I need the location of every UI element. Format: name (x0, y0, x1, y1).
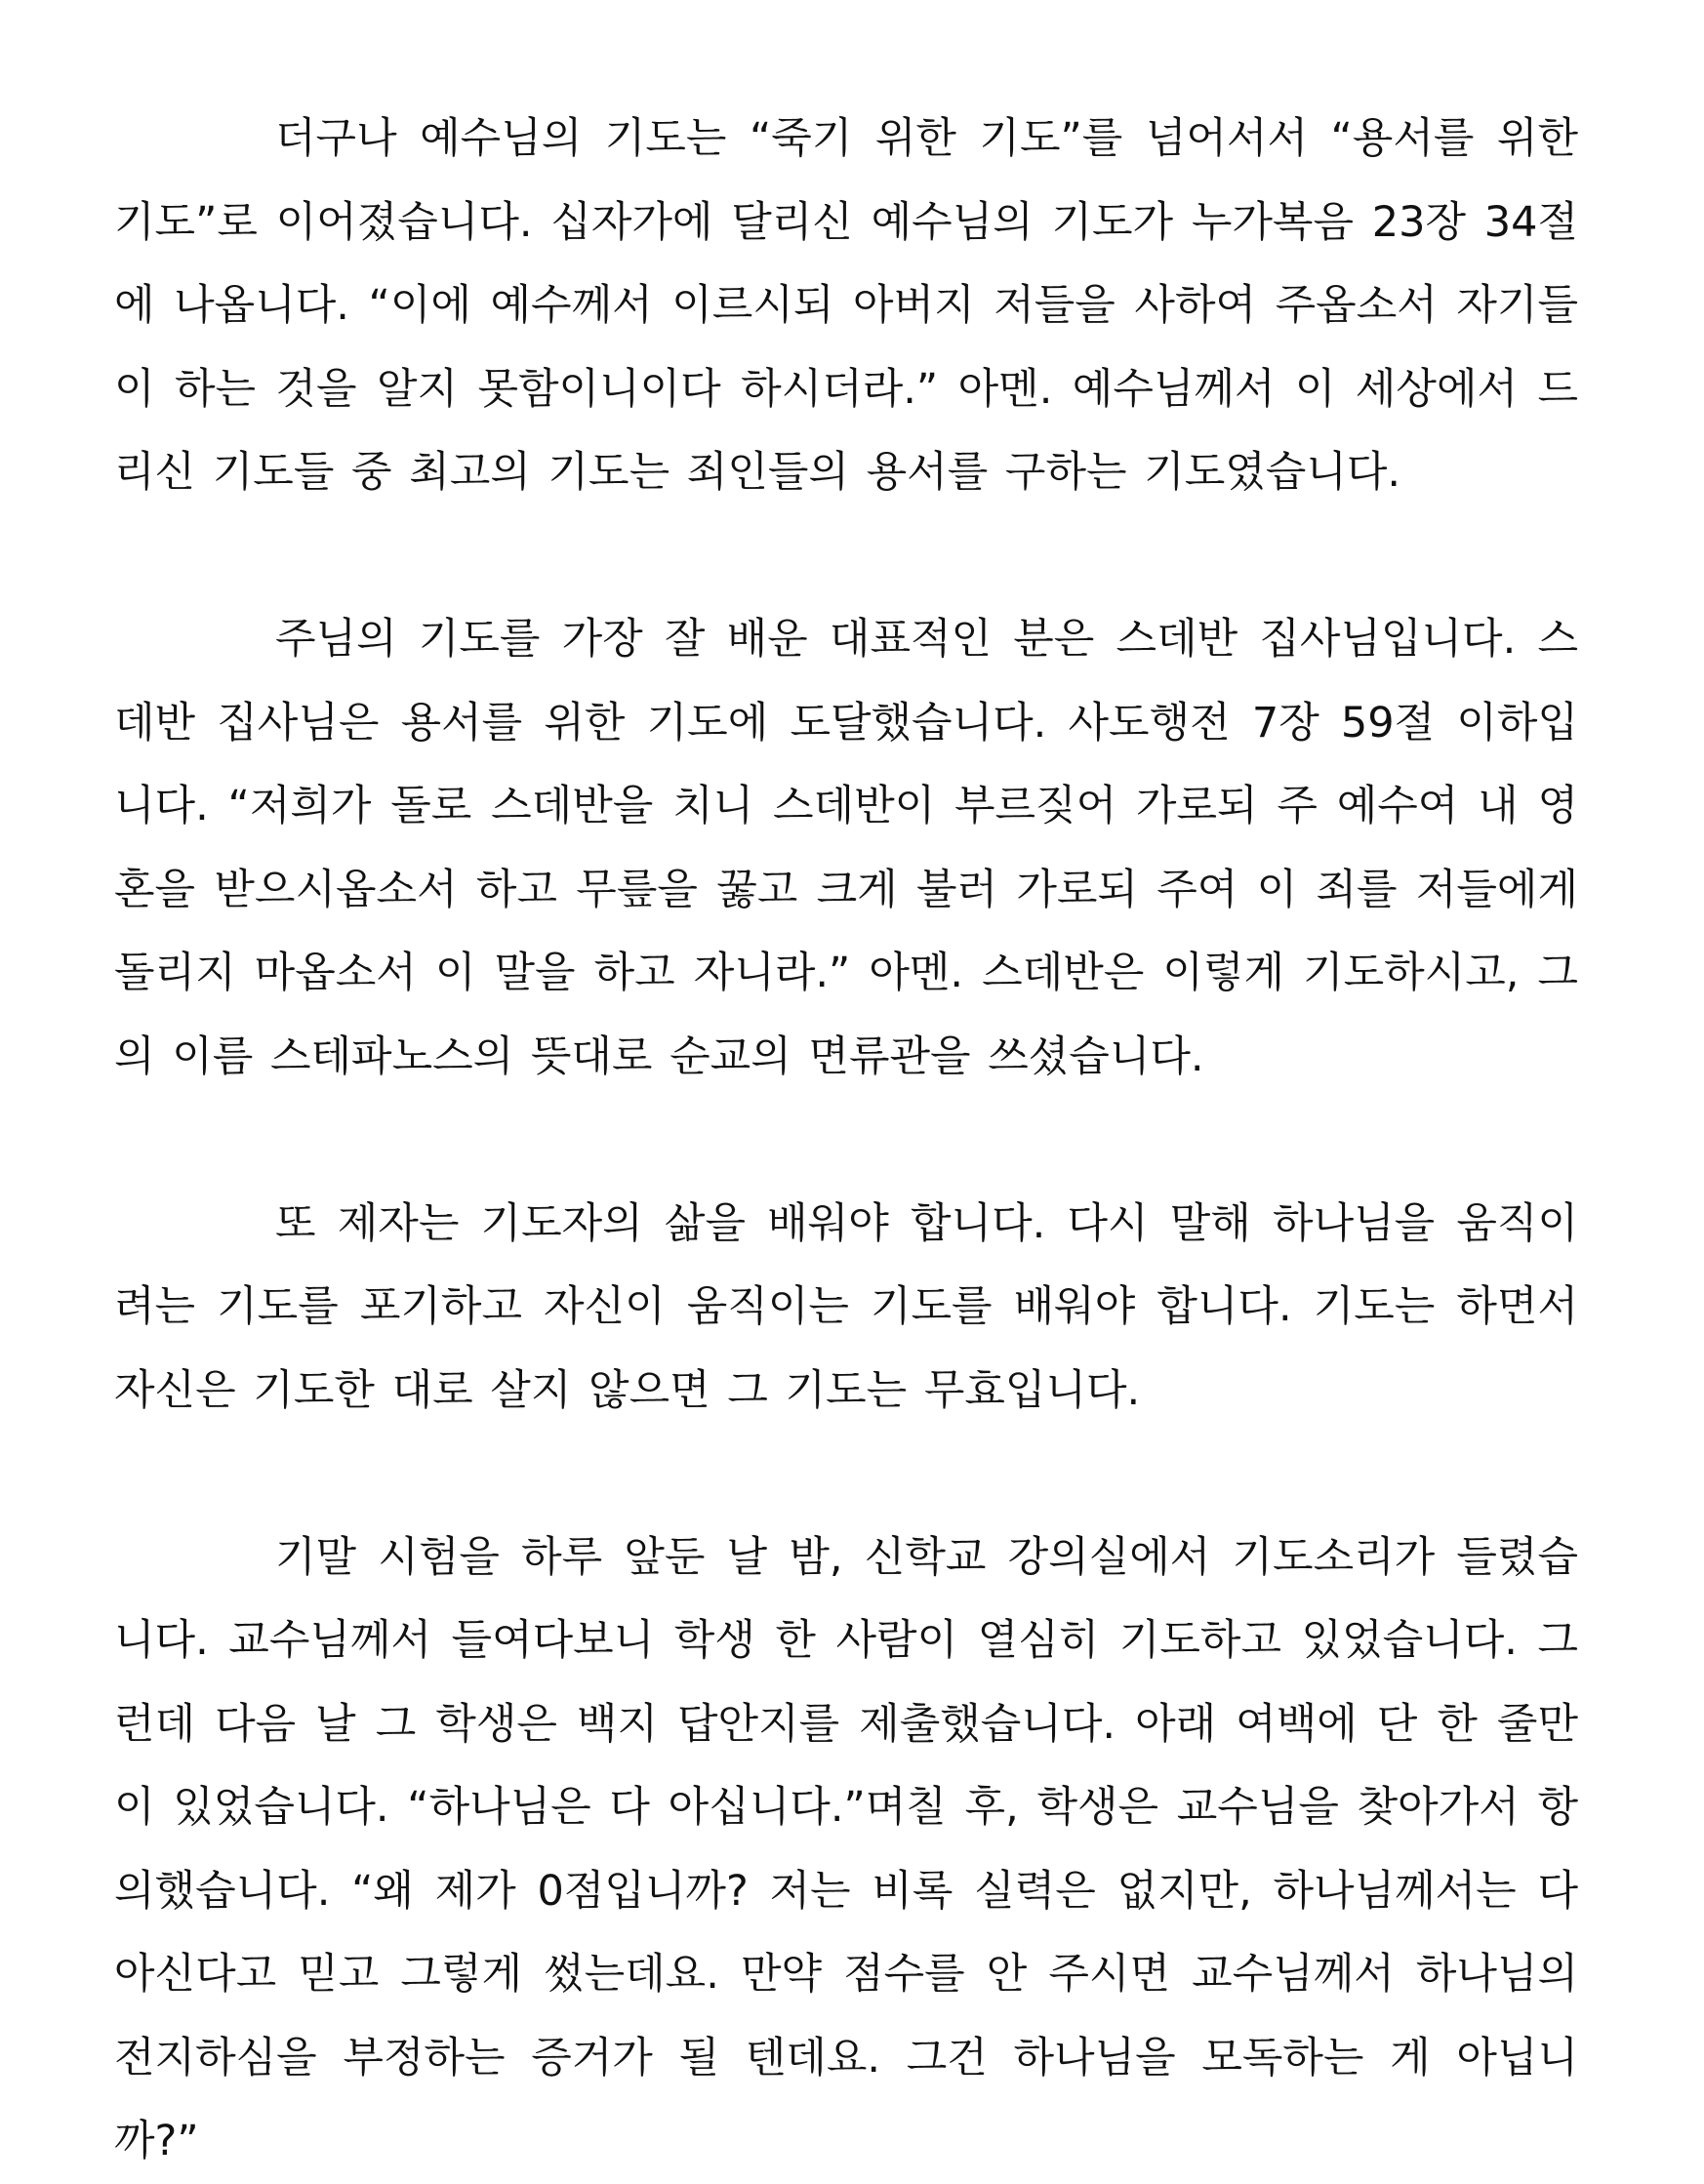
paragraph-2: 주님의 기도를 가장 잘 배운 대표적인 분은 스데반 집사님입니다. 스데반 집사님은 용서를 위한 기도에 도달했습니다. 사도행전 7장 59절 이하입니다. “저희가 돌로 스데반을 치니 스데반이 부르짖어 가로되 주 예수여 내 영혼을 받으시옵소서 하고 무릎을 꿇고 크게 불러 가로되 주여 이 죄를 저들에게 돌리지 마옵소서 이 말을 하고 자니라.” 아멘. 스데반은 이렇게 기도하시고, 그의 이름 스테파노스의 뜻대로 순교의 면류관을 쓰셨습니다. (114, 615, 1579, 1081)
paragraph-1: 더구나 예수님의 기도는 “죽기 위한 기도”를 넘어서서 “용서를 위한 기도”로 이어졌습니다. 십자가에 달리신 예수님의 기도가 누가복음 23장 34절에 나옵니다. “이에 예수께서 이르시되 아버지 저들을 사하여 주옵소서 자기들이 하는 것을 알지 못함이니이다 하시더라.” 아멘. 예수님께서 이 세상에서 드리신 기도들 중 최고의 기도는 죄인들의 용서를 구하는 기도였습니다. (114, 114, 1578, 497)
paragraph-3: 또 제자는 기도자의 삶을 배워야 합니다. 다시 말해 하나님을 움직이려는 기도를 포기하고 자신이 움직이는 기도를 배워야 합니다. 기도는 하면서 자신은 기도한 대로 살지 않으면 그 기도는 무효입니다. (114, 1198, 1578, 1415)
paragraph-4: 기말 시험을 하루 앞둔 날 밤, 신학교 강의실에서 기도소리가 들렸습니다. 교수님께서 들여다보니 학생 한 사람이 열심히 기도하고 있었습니다. 그런데 다음 날 그 학생은 백지 답안지를 제출했습니다. 아래 여백에 단 한 줄만이 있었습니다. “하나님은 다 아십니다.”며칠 후, 학생은 교수님을 찾아가서 항의했습니다. “왜 제가 0점입니까? 저는 비록 실력은 없지만, 하나님께서는 다 아신다고 믿고 그렇게 썼는데요. 만약 점수를 안 주시면 교수님께서 하나님의 전지하심을 부정하는 증거가 될 텐데요. 그건 하나님을 모독하는 게 아닙니까?” (114, 1532, 1578, 2165)
document-page (114, 98, 1578, 2184)
